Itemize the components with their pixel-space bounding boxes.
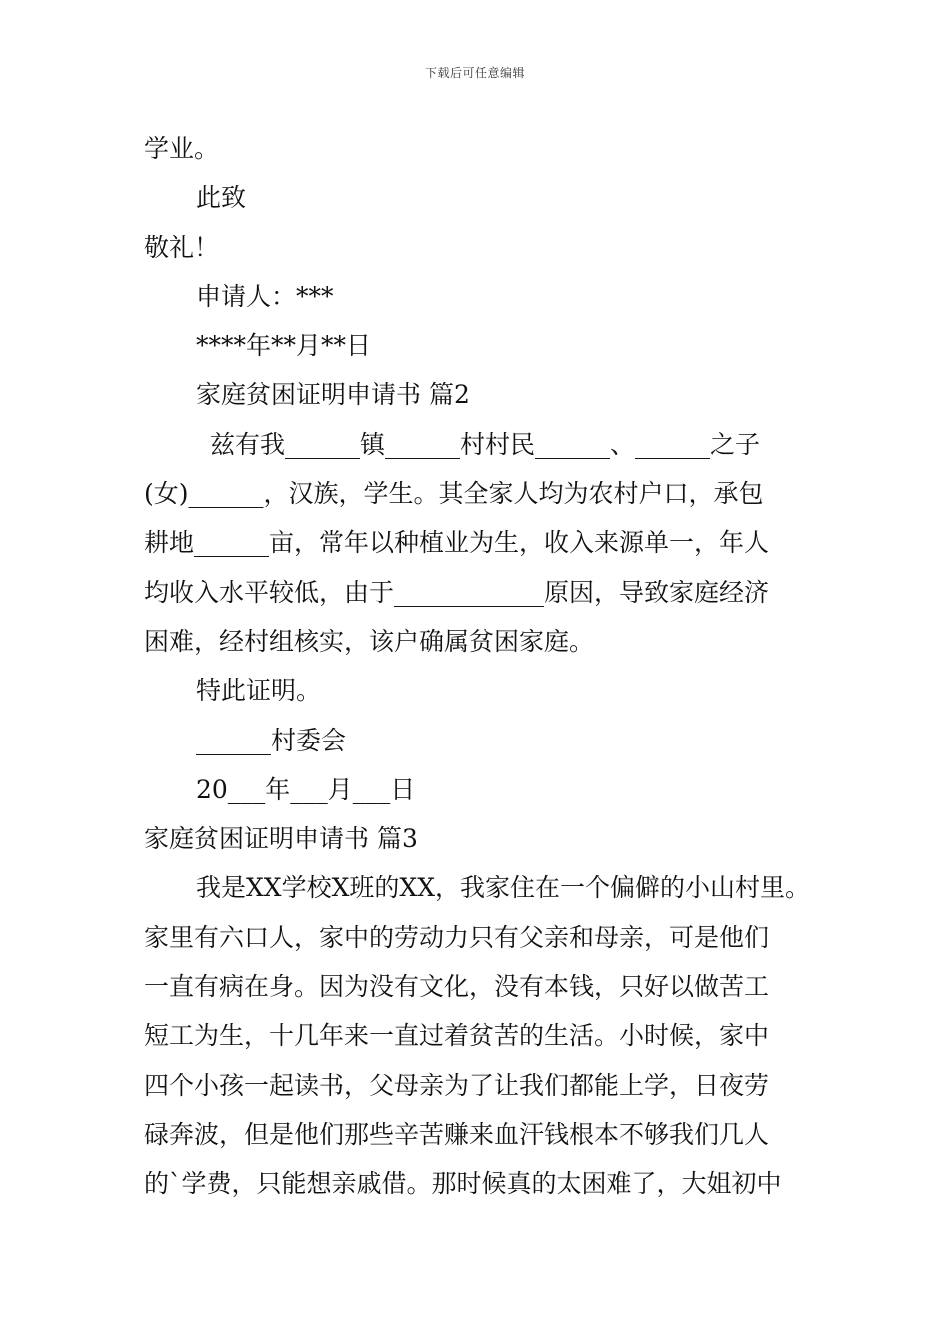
document-body — [144, 124, 824, 1209]
date-line: ****年**月**日 — [196, 331, 372, 361]
paragraph-line: 一直有病在身。因为没有文化，没有本钱，只好以做苦工 — [144, 972, 770, 1002]
paragraph-line: 我是XX学校X班的XX，我家住在一个偏僻的小山村里。 — [196, 873, 810, 903]
signature-date-line: 20___年___月___日 — [196, 774, 416, 804]
closing-regards: 敬礼！ — [144, 232, 220, 262]
village-committee-line: ______村委会 — [196, 725, 347, 755]
paragraph-line: 四个小孩一起读书，父母亲为了让我们都能上学，日夜劳 — [144, 1070, 770, 1100]
applicant-line: 申请人：*** — [196, 281, 334, 311]
text-line: 学业。 — [144, 134, 220, 163]
paragraph-line: 耕地______亩，常年以种植业为生，收入来源单一，年人 — [144, 528, 770, 558]
paragraph-line: (女)______，汉族，学生。其全家人均为农村户口，承包 — [144, 479, 764, 509]
certify-line: 特此证明。 — [196, 676, 322, 706]
paragraph-line: 困难，经村组核实，该户确属贫困家庭。 — [144, 626, 595, 656]
paragraph-line: 的`学费，只能想亲戚借。那时候真的太困难了，大姐初中 — [144, 1169, 782, 1199]
paragraph-line: 均收入水平较低，由于____________原因，导致家庭经济 — [144, 577, 770, 607]
paragraph-line: 兹有我______镇______村村民______、______之子 — [202, 429, 760, 459]
page-header-note: 下载后可任意编辑 — [424, 66, 525, 80]
closing-salutation: 此致 — [196, 183, 247, 213]
paragraph-line: 碌奔波，但是他们那些辛苦赚来血汗钱根本不够我们几人 — [144, 1119, 770, 1149]
section-title-3: 家庭贫困证明申请书 篇3 — [144, 824, 418, 854]
paragraph-line: 短工为生，十几年来一直过着贫苦的生活。小时候，家中 — [144, 1021, 770, 1051]
section-title-2: 家庭贫困证明申请书 篇2 — [196, 380, 470, 410]
paragraph-line: 家里有六口人，家中的劳动力只有父亲和母亲，可是他们 — [144, 922, 770, 952]
